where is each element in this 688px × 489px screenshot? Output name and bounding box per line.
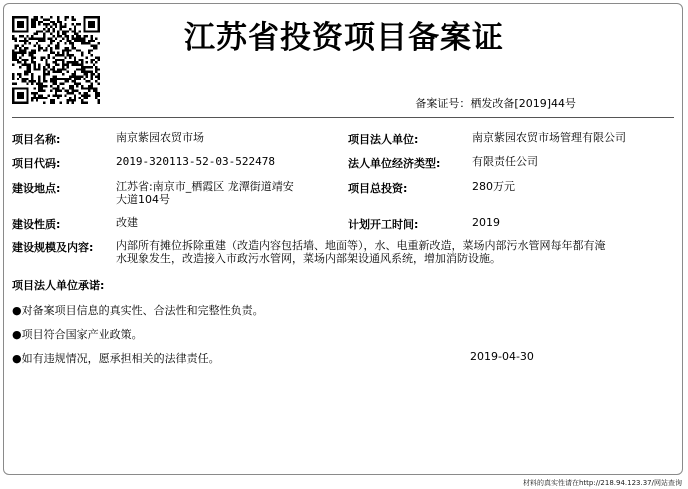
commitment-heading: 项目法人单位承诺: — [12, 279, 105, 292]
scale-value-line2: 水现象发生，改造接入市政污水管网，菜场内部架设通风系统，增加消防设施。 — [116, 252, 501, 265]
commitment-item: ●如有违规情况，愿承担相关的法律责任。 — [12, 352, 220, 365]
filing-number: 备案证号：栖发改备[2019]44号 — [415, 97, 576, 110]
legal-type-label: 法人单位经济类型: — [348, 157, 441, 170]
location-label: 建设地点: — [12, 182, 61, 195]
header-divider — [12, 117, 674, 118]
scale-label: 建设规模及内容: — [12, 241, 94, 254]
commitment-date: 2019-04-30 — [470, 350, 534, 363]
verification-note: 材料的真实性请在http://218.94.123.37/网站查询 — [522, 479, 682, 487]
project-code-value: 2019-320113-52-03-522478 — [116, 155, 275, 168]
total-investment-label: 项目总投资: — [348, 182, 408, 195]
location-value-line1: 江苏省:南京市_栖霞区 龙潭街道靖安 — [116, 180, 294, 193]
start-time-value: 2019 — [472, 216, 500, 229]
project-name-value: 南京紫园农贸市场 — [116, 131, 204, 144]
legal-unit-label: 项目法人单位: — [348, 133, 419, 146]
scale-value-line1: 内部所有摊位拆除重建（改造内容包括墙、地面等），水、电重新改造，菜场内部污水管网每年都有淹 — [116, 239, 606, 252]
legal-type-value: 有限责任公司 — [472, 155, 538, 168]
commitment-item: ●项目符合国家产业政策。 — [12, 328, 143, 341]
nature-value: 改建 — [116, 216, 138, 229]
document-title: 江苏省投资项目备案证 — [184, 20, 504, 56]
location-value-line2: 大道104号 — [116, 193, 170, 206]
legal-unit-value: 南京紫园农贸市场管理有限公司 — [472, 131, 626, 144]
total-investment-value: 280万元 — [472, 180, 515, 193]
nature-label: 建设性质: — [12, 218, 61, 231]
start-time-label: 计划开工时间: — [348, 218, 419, 231]
project-name-label: 项目名称: — [12, 133, 61, 146]
commitment-item: ●对备案项目信息的真实性、合法性和完整性负责。 — [12, 304, 264, 317]
project-code-label: 项目代码: — [12, 157, 61, 170]
